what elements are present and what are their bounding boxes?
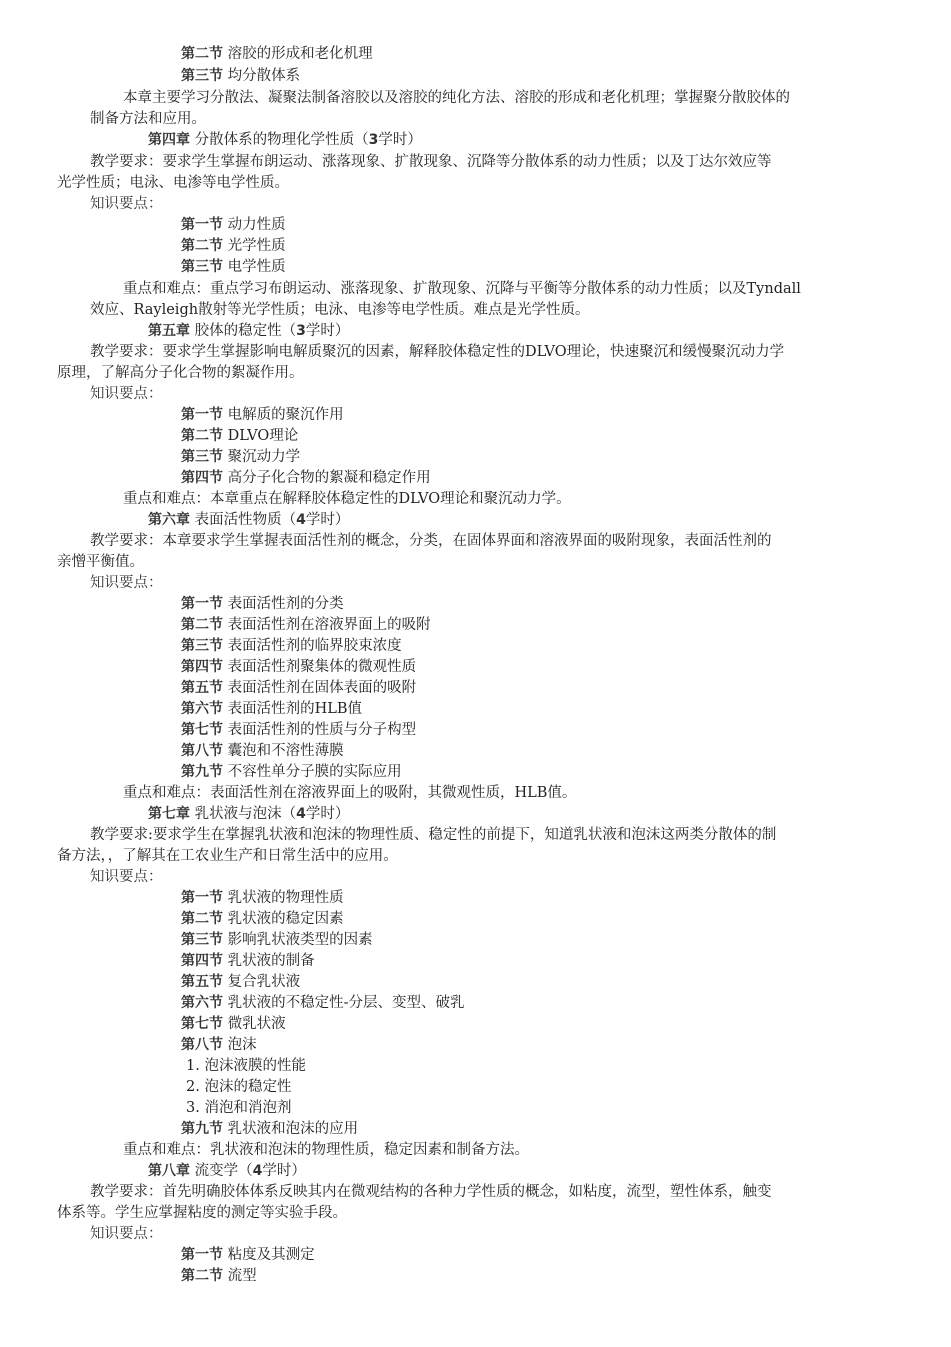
section-number: 第二节	[181, 1268, 223, 1284]
section-number: 第九节	[181, 1121, 223, 1137]
teaching-requirement: 教学要求:要求学生在掌握乳状液和泡沫的物理性质、稳定性的前提下，知道乳状液和泡沫这两类分散体的制	[90, 827, 777, 843]
section-heading	[181, 762, 402, 782]
section-heading	[181, 44, 373, 64]
key-points: 重点和难点：重点学习布朗运动、涨落现象、扩散现象、沉降与平衡等分散体系的动力性质；以及Tyndall	[123, 281, 801, 297]
section-title: 微乳状液	[227, 1016, 286, 1032]
section-title: 表面活性剂在溶液界面上的吸附	[227, 617, 431, 633]
section-heading	[181, 236, 286, 256]
chapter-heading	[148, 1161, 306, 1181]
section-number: 第一节	[181, 217, 223, 233]
section-heading	[181, 909, 344, 929]
chapter-hours-number: 3	[296, 323, 306, 339]
chapter-title: 胶体的稳定性（	[194, 323, 297, 339]
section-number: 第五节	[181, 974, 223, 990]
section-title: 囊泡和不溶性薄膜	[227, 743, 344, 759]
teaching-requirement: 教学要求：要求学生掌握布朗运动、涨落现象、扩散现象、沉降等分散体系的动力性质；以及丁达尔效应等	[90, 154, 772, 170]
knowledge-points-label: 知识要点：	[90, 386, 163, 402]
chapter-title: 分散体系的物理化学性质（	[194, 132, 369, 148]
section-heading	[181, 1245, 315, 1265]
section-number: 第一节	[181, 1247, 223, 1263]
chapter-heading	[148, 321, 349, 341]
section-heading	[181, 720, 416, 740]
section-number: 第九节	[181, 764, 223, 780]
chapter-title: 表面活性物质（	[194, 512, 297, 528]
section-title: 表面活性剂的临界胶束浓度	[227, 638, 402, 654]
section-number: 第二节	[181, 911, 223, 927]
section-heading	[181, 699, 362, 719]
section-title: DLVO理论	[227, 428, 299, 444]
section-title: 泡沫	[227, 1037, 257, 1053]
section-heading	[181, 951, 315, 971]
section-heading	[181, 678, 416, 698]
section-heading	[181, 930, 373, 950]
section-heading	[181, 594, 344, 614]
teaching-requirement: 教学要求：本章要求学生掌握表面活性剂的概念，分类，在固体界面和溶液界面的吸附现象，表面活性剂的	[90, 533, 772, 549]
section-heading	[181, 426, 298, 446]
list-item: 1. 泡沫液膜的性能	[186, 1058, 306, 1074]
chapter-hours-number: 4	[296, 806, 306, 822]
chapter-hours-suffix: 学时）	[305, 512, 350, 528]
section-heading	[181, 888, 344, 908]
section-title: 乳状液的制备	[227, 953, 315, 969]
section-heading	[181, 1014, 286, 1034]
section-number: 第四节	[181, 659, 223, 675]
section-number: 第四节	[181, 953, 223, 969]
chapter-hours-number: 4	[296, 512, 306, 528]
key-points: 重点和难点：本章重点在解释胶体稳定性的DLVO理论和聚沉动力学。	[123, 491, 571, 507]
section-title: 光学性质	[227, 238, 286, 254]
list-item: 3. 消泡和消泡剂	[186, 1100, 292, 1116]
chapter-number: 第七章	[148, 806, 190, 822]
section-heading	[181, 215, 286, 235]
chapter-hours-suffix: 学时）	[378, 132, 422, 148]
chapter-hours-suffix: 学时）	[305, 323, 350, 339]
knowledge-points-label: 知识要点：	[90, 869, 163, 885]
section-title: 表面活性剂的分类	[227, 596, 344, 612]
section-heading	[181, 972, 300, 992]
section-title: 溶胶的形成和老化机理	[227, 46, 373, 62]
section-number: 第六节	[181, 995, 223, 1011]
chapter-hours-suffix: 学时）	[305, 806, 350, 822]
chapter-heading	[148, 804, 349, 824]
section-number: 第一节	[181, 890, 223, 906]
teaching-requirement-cont: 亲憎平衡值。	[57, 554, 144, 570]
chapter-number: 第四章	[148, 132, 190, 148]
section-number: 第八节	[181, 743, 223, 759]
key-points-cont: 效应、Rayleigh散射等光学性质；电泳、电渗等电学性质。难点是光学性质。	[90, 302, 590, 318]
chapter-summary: 本章主要学习分散法、凝聚法制备溶胶以及溶胶的纯化方法、溶胶的形成和老化机理；掌握聚分散胶体的	[123, 90, 790, 106]
section-title: 乳状液的不稳定性-分层、变型、破乳	[227, 995, 465, 1011]
section-title: 电学性质	[227, 259, 286, 275]
teaching-requirement-cont: 备方法，，了解其在工农业生产和日常生活中的应用。	[57, 848, 398, 864]
section-title: 电解质的聚沉作用	[227, 407, 344, 423]
section-heading	[181, 66, 300, 86]
section-title: 表面活性剂聚集体的微观性质	[227, 659, 417, 675]
section-title: 复合乳状液	[227, 974, 301, 990]
section-title: 高分子化合物的絮凝和稳定作用	[227, 470, 431, 486]
section-heading	[181, 657, 416, 677]
section-heading	[181, 615, 431, 635]
section-number: 第五节	[181, 680, 223, 696]
section-title: 流型	[227, 1268, 257, 1284]
chapter-hours-number: 3	[368, 132, 379, 148]
chapter-heading	[148, 510, 349, 530]
section-heading	[181, 636, 402, 656]
chapter-hours-suffix: 学时）	[262, 1163, 306, 1179]
teaching-requirement-cont: 原理，了解高分子化合物的絮凝作用。	[57, 365, 304, 381]
chapter-number: 第六章	[148, 512, 190, 528]
section-number: 第四节	[181, 470, 223, 486]
section-number: 第六节	[181, 701, 223, 717]
chapter-hours-number: 4	[252, 1163, 263, 1179]
knowledge-points-label: 知识要点：	[90, 196, 163, 212]
section-title: 表面活性剂的性质与分子构型	[227, 722, 417, 738]
section-title: 不容性单分子膜的实际应用	[227, 764, 402, 780]
section-title: 表面活性剂的HLB值	[227, 701, 363, 717]
teaching-requirement: 教学要求：首先明确胶体体系反映其内在微观结构的各种力学性质的概念，如粘度，流型，塑性体系，触变	[90, 1184, 772, 1200]
section-heading	[181, 1119, 358, 1139]
section-number: 第一节	[181, 407, 223, 423]
chapter-title: 乳状液与泡沫（	[194, 806, 297, 822]
section-number: 第一节	[181, 596, 223, 612]
section-title: 均分散体系	[227, 68, 301, 84]
chapter-number: 第五章	[148, 323, 190, 339]
section-title: 动力性质	[227, 217, 286, 233]
section-title: 乳状液的物理性质	[227, 890, 344, 906]
section-heading	[181, 1266, 257, 1286]
knowledge-points-label: 知识要点：	[90, 575, 163, 591]
section-number: 第二节	[181, 428, 223, 444]
list-item: 2. 泡沫的稳定性	[186, 1079, 292, 1095]
section-number: 第二节	[181, 617, 223, 633]
section-number: 第三节	[181, 68, 223, 84]
section-number: 第三节	[181, 259, 223, 275]
section-number: 第七节	[181, 1016, 223, 1032]
section-number: 第二节	[181, 46, 223, 62]
section-number: 第二节	[181, 238, 223, 254]
section-title: 粘度及其测定	[227, 1247, 315, 1263]
section-number: 第三节	[181, 638, 223, 654]
section-heading	[181, 1035, 257, 1055]
section-number: 第三节	[181, 449, 223, 465]
teaching-requirement: 教学要求：要求学生掌握影响电解质聚沉的因素，解释胶体稳定性的DLVO理论，快速聚沉和缓慢聚沉动力学	[90, 344, 785, 360]
chapter-number: 第八章	[148, 1163, 190, 1179]
section-title: 聚沉动力学	[227, 449, 301, 465]
chapter-summary-cont: 制备方法和应用。	[90, 111, 206, 127]
chapter-heading	[148, 130, 422, 150]
section-heading	[181, 741, 344, 761]
section-number: 第八节	[181, 1037, 223, 1053]
section-title: 表面活性剂在固体表面的吸附	[227, 680, 417, 696]
section-number: 第七节	[181, 722, 223, 738]
section-number: 第三节	[181, 932, 223, 948]
section-heading	[181, 257, 286, 277]
section-heading	[181, 993, 465, 1013]
key-points: 重点和难点：表面活性剂在溶液界面上的吸附，其微观性质，HLB值。	[123, 785, 577, 801]
section-title: 影响乳状液类型的因素	[227, 932, 373, 948]
section-title: 乳状液的稳定因素	[227, 911, 344, 927]
key-points: 重点和难点：乳状液和泡沫的物理性质，稳定因素和制备方法。	[123, 1142, 529, 1158]
section-heading	[181, 405, 344, 425]
teaching-requirement-cont: 体系等。学生应掌握粘度的测定等实验手段。	[57, 1205, 347, 1221]
section-title: 乳状液和泡沫的应用	[227, 1121, 359, 1137]
section-heading	[181, 447, 300, 467]
section-heading	[181, 468, 431, 488]
chapter-title: 流变学（	[194, 1163, 253, 1179]
knowledge-points-label: 知识要点：	[90, 1226, 163, 1242]
teaching-requirement-cont: 光学性质；电泳、电渗等电学性质。	[57, 175, 289, 191]
